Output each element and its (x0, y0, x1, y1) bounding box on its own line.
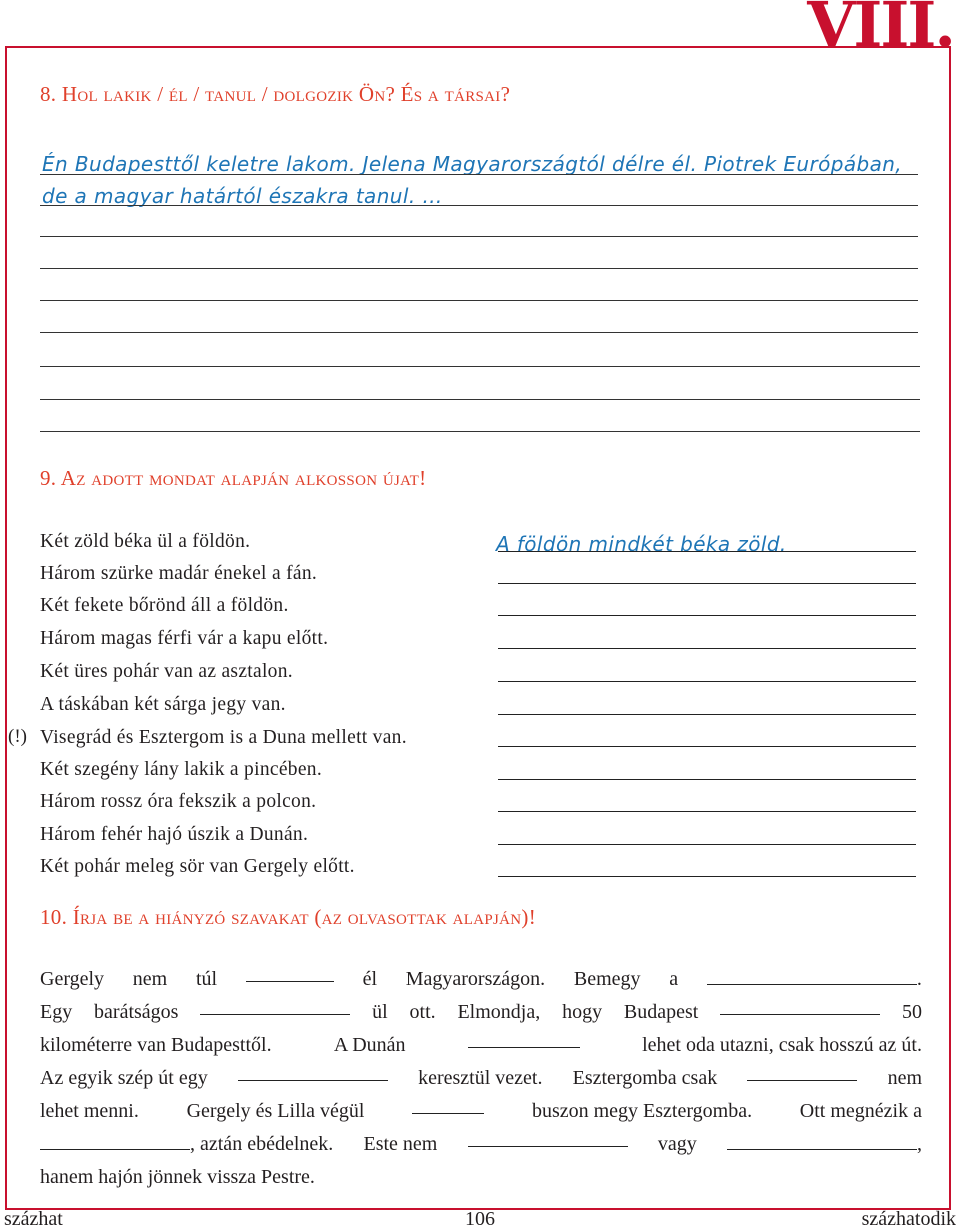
answer-line-9[interactable] (498, 811, 916, 812)
text-word: Gergely (40, 968, 105, 990)
blank-field[interactable] (468, 1128, 628, 1147)
sentence-9: Három rossz óra fekszik a polcon. (40, 791, 317, 812)
writing-line[interactable] (40, 399, 920, 400)
answer-line-7[interactable] (498, 746, 916, 747)
text-row-3 (40, 1029, 922, 1062)
text-word: kilométerre van Budapesttől. (40, 1034, 272, 1056)
sentence-10: Három fehér hajó úszik a Dunán. (40, 824, 309, 845)
text-row-5 (40, 1095, 922, 1128)
text-word: Esztergomba csak (572, 1067, 718, 1089)
blank-field[interactable] (238, 1062, 388, 1081)
writing-line[interactable] (40, 236, 918, 237)
exercise-9-title: 9. Az adott mondat alapján alkosson újat! (40, 466, 427, 490)
text-word: hanem hajón jönnek vissza Pestre. (40, 1166, 315, 1188)
text-word: Egy (40, 1001, 73, 1023)
blank-field[interactable] (200, 996, 350, 1015)
sentence-2: Három szürke madár énekel a fán. (40, 563, 318, 584)
text-word: nem (887, 1067, 922, 1089)
text-word: él (362, 968, 377, 990)
text-word: Elmondja, (457, 1001, 541, 1023)
text-word: lehet menni. (40, 1100, 139, 1122)
text-word: A Dunán (333, 1034, 406, 1056)
exercise-10-text (40, 963, 922, 1194)
exercise-10-title: 10. Írja be a hiányzó szavakat (az olvasottak alapján)! (40, 905, 536, 929)
text-row-6 (40, 1128, 922, 1161)
sentence-1: Két zöld béka ül a földön. (40, 531, 251, 552)
blank-field[interactable] (246, 963, 334, 982)
text-word: Este nem (363, 1133, 438, 1155)
text-word: vagy (657, 1133, 697, 1155)
text-word: keresztül vezet. (418, 1067, 543, 1089)
text-word: , aztán ebédelnek. (190, 1133, 334, 1155)
text-word: ül (372, 1001, 388, 1023)
exercise-8-title: 8. Hol lakik / él / tanul / dolgozik Ön? És a társai? (40, 82, 511, 106)
chapter-number: VIII. (807, 0, 954, 61)
text-word: Budapest (623, 1001, 699, 1023)
text-word: , (916, 1133, 922, 1155)
footer-left-text: százhat (4, 1208, 63, 1230)
sentence-4: Három magas férfi vár a kapu előtt. (40, 628, 329, 649)
blank-field[interactable] (40, 1131, 190, 1150)
text-word: nem (132, 968, 168, 990)
answer-line-8[interactable] (498, 779, 916, 780)
blank-field[interactable] (468, 1029, 580, 1048)
text-word: Ott megnézik a (799, 1100, 922, 1122)
text-word: túl (195, 968, 218, 990)
writing-line[interactable] (40, 174, 918, 175)
writing-line[interactable] (40, 332, 918, 333)
text-word: ott. (409, 1001, 436, 1023)
sentence-6: A táskában két sárga jegy van. (40, 694, 286, 715)
sentence-11: Két pohár meleg sör van Gergely előtt. (40, 856, 355, 877)
attention-mark: (!) (8, 726, 27, 747)
sentence-7: Visegrád és Esztergom is a Duna mellett van. (40, 727, 407, 748)
text-word: Bemegy (573, 968, 641, 990)
sentence-3: Két fekete bőrönd áll a földön. (40, 595, 289, 616)
answer-line-1[interactable] (498, 551, 916, 552)
writing-line[interactable] (40, 366, 920, 367)
answer-line-3[interactable] (498, 615, 916, 616)
text-word: barátságos (94, 1001, 179, 1023)
text-word: hogy (562, 1001, 603, 1023)
text-row-7 (40, 1161, 922, 1194)
text-row-2 (40, 996, 922, 1029)
writing-line[interactable] (40, 268, 918, 269)
text-word: a (669, 968, 679, 990)
text-word: . (916, 968, 922, 990)
exercise-8-answer-line-1: Én Budapesttől keletre lakom. Jelena Magyarországtól délre él. Piotrek Európában, (42, 152, 903, 176)
answer-line-6[interactable] (498, 714, 916, 715)
answer-line-4[interactable] (498, 648, 916, 649)
footer-right-text: százhatodik (861, 1208, 956, 1230)
answer-line-2[interactable] (498, 583, 916, 584)
text-word: 50 (901, 1001, 922, 1023)
answer-line-11[interactable] (498, 876, 916, 877)
text-word: buszon megy Esztergomba. (531, 1100, 753, 1122)
writing-line[interactable] (40, 205, 918, 206)
blank-field[interactable] (727, 1131, 917, 1150)
blank-field[interactable] (747, 1062, 857, 1081)
page-number: 106 (465, 1208, 495, 1230)
text-word: Az egyik szép út egy (40, 1067, 208, 1089)
sentence-8: Két szegény lány lakik a pincében. (40, 759, 323, 780)
exercise-8-answer-line-2: de a magyar határtól északra tanul. … (42, 184, 443, 208)
text-word: Gergely és Lilla végül (186, 1100, 365, 1122)
sentence-5: Két üres pohár van az asztalon. (40, 661, 293, 682)
answer-line-5[interactable] (498, 681, 916, 682)
text-word: lehet oda utazni, csak hosszú az út. (642, 1034, 922, 1056)
text-row-1 (40, 963, 922, 996)
writing-line[interactable] (40, 300, 918, 301)
answer-line-10[interactable] (498, 844, 916, 845)
text-word: Magyarországon. (405, 968, 546, 990)
blank-field[interactable] (720, 996, 880, 1015)
text-row-4 (40, 1062, 922, 1095)
exercise-9-example-answer: A földön mindkét béka zöld. (496, 532, 787, 556)
blank-field[interactable] (707, 966, 917, 985)
blank-field[interactable] (412, 1095, 484, 1114)
writing-line[interactable] (40, 431, 920, 432)
